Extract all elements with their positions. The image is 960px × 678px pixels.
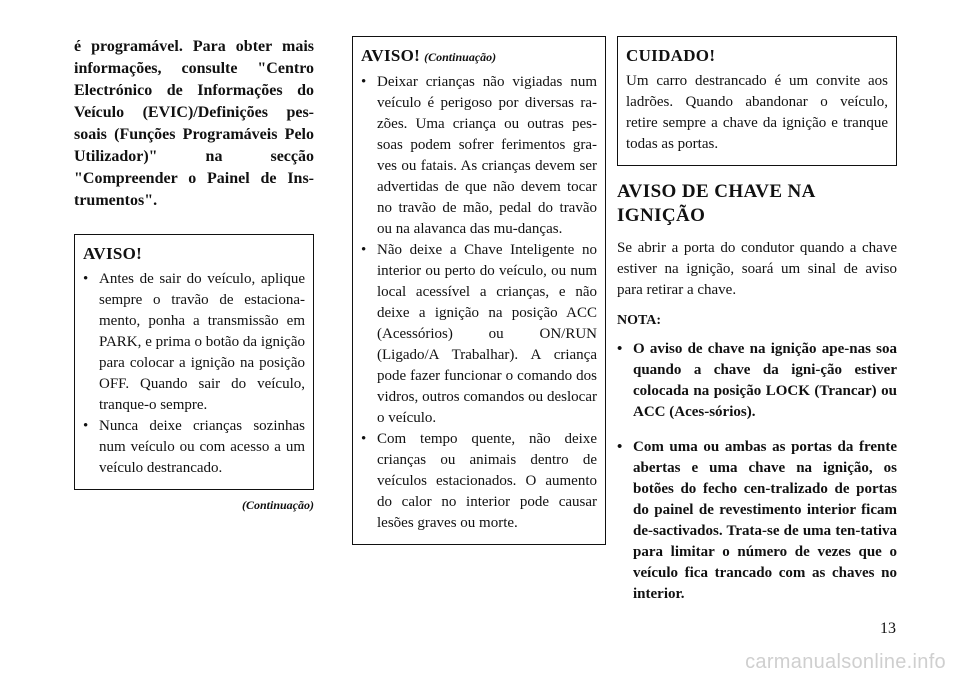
warning-title: AVISO! — [83, 244, 143, 263]
bullet-icon: • — [83, 271, 89, 287]
note-list — [617, 339, 897, 605]
warning-box-1 — [74, 234, 314, 490]
continued-label: (Continuação) — [424, 50, 497, 64]
warning-item: • Com tempo quente, não deixe crianças ou animais dentro de veículos estacionados. O aumento do calor no interior pode causar lesões graves ou morte. — [361, 431, 597, 531]
right-column — [617, 36, 897, 619]
warning-item: • Deixar crianças não vigiadas num veículo é perigoso por diversas ra-zões. Uma criança ou outras pes-soas podem sofrer ferimentos gra-ves ou fatais. As crianças devem ser advertidas de que não devem tocar no travão de mão, pedal do travão ou na alavanca das mu-danças. — [361, 74, 597, 237]
warning-item: • Não deixe a Chave Inteligente no interior ou perto do veículo, ou num local acessível a crianças, e não deixe a ignição na posição ACC (Acessórios) ou ON/RUN (Ligado/A Trabalhar). A criança pode fazer funcionar o comando dos vidros, outros comandos ou deslocar o veículo. — [361, 242, 597, 426]
warning-item: • Nunca deixe crianças sozinhas num veículo ou com acesso a um veículo destrancado. — [83, 418, 305, 476]
caution-box — [617, 36, 897, 166]
note-item: • O aviso de chave na ignição ape-nas soa quando a chave da igni-ção estiver colocada na posição LOCK (Trancar) ou ACC (Aces-sórios). — [617, 341, 897, 420]
page-number: 13 — [880, 620, 896, 637]
bullet-icon: • — [361, 74, 367, 90]
watermark: carmanualsonline.info — [745, 651, 946, 673]
bullet-icon: • — [361, 431, 367, 447]
warning-list — [83, 269, 305, 479]
intro-paragraph: é programável. Para obter mais informações, consulte "Centro Electrónico de Informações do Veículo (EVIC)/Definições pes-soais (Funções Programáveis Pelo Utilizador)" na secção "Compreender o Painel de Ins-trumentos". — [74, 38, 314, 209]
middle-column — [352, 36, 606, 545]
bullet-icon: • — [617, 341, 623, 357]
warning-title: AVISO! (Continuação) — [361, 46, 497, 65]
warning-list — [361, 72, 597, 534]
warning-box-continued — [352, 36, 606, 545]
caution-text: Um carro destrancado é um convite aos ladrões. Quando abandonar o veículo, retire sempre a chave da ignição e tranque todas as portas. — [626, 73, 888, 152]
section-paragraph: Se abrir a porta do condutor quando a chave estiver na ignição, soará um sinal de aviso para retirar a chave. — [617, 240, 897, 298]
note-label: NOTA: — [617, 313, 662, 328]
continued-label: (Continuação) — [241, 498, 314, 512]
section-title: AVISO DE CHAVE NA IGNIÇÃO — [617, 181, 815, 226]
left-column — [74, 36, 314, 513]
note-item: • Com uma ou ambas as portas da frente abertas e uma chave na ignição, os botões do fecho cen-tralizado de portas do painel de revestimento interior ficam de-sactivados. Trata-se de uma ten-tativa para limitar o número de vezes que o veículo fica trancado com as chaves no interior. — [617, 439, 897, 602]
caution-title: CUIDADO! — [626, 46, 716, 65]
bullet-icon: • — [361, 242, 367, 258]
bullet-icon: • — [617, 439, 623, 455]
warning-item: • Antes de sair do veículo, aplique sempre o travão de estaciona-mento, ponha a transmissão em PARK, e prima o botão da ignição para colocar a ignição na posição OFF. Quando sair do veículo, tranque-o sempre. — [83, 271, 305, 413]
bullet-icon: • — [83, 418, 89, 434]
